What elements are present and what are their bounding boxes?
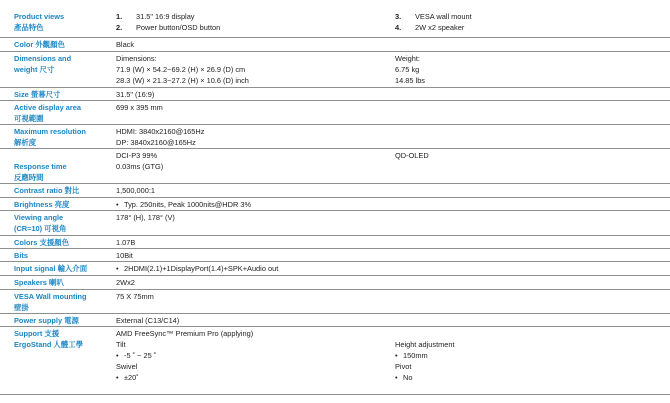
spec-value	[116, 199, 251, 210]
item-number: 2.	[116, 23, 123, 32]
value-line: 28.3 (W) × 21.3~27.2 (H) × 10.6 (D) inch	[116, 76, 249, 85]
spec-row-vesa	[0, 290, 670, 314]
spec-value: 2Wx2	[116, 278, 135, 287]
list-item	[395, 11, 472, 22]
label-line: Response time	[14, 162, 67, 171]
list-item	[395, 350, 455, 361]
spec-label	[14, 291, 87, 313]
list-item	[116, 350, 253, 361]
list-item	[116, 22, 220, 33]
value-line: 71.9 (W) × 54.2~69.2 (H) × 26.9 (D) cm	[116, 65, 246, 74]
value-text: 2HDMI(2.1)+1DisplayPort(1.4)+SPK+Audio out	[124, 264, 279, 273]
spec-row-ergostand	[0, 327, 670, 395]
value-text: ±20˚	[124, 373, 139, 382]
value-line: Weight:	[395, 54, 420, 63]
spec-label: Bits	[14, 251, 28, 260]
spec-row-colors	[0, 236, 670, 249]
spec-label	[14, 11, 64, 33]
value-text: 150mm	[403, 351, 428, 360]
value-line: 14.85 lbs	[395, 76, 425, 85]
value-line: QD-OLED	[395, 151, 429, 160]
spec-row-brightness	[0, 198, 670, 211]
spec-value: 75 X 75mm	[116, 292, 154, 301]
label-line: (CR=10) 可視角	[14, 224, 67, 233]
spec-row-viewing-angle	[0, 211, 670, 236]
label-line: Support 支援	[14, 329, 60, 338]
spec-value	[116, 53, 249, 86]
label-line: Viewing angle	[14, 213, 64, 222]
label-line: Dimensions and	[14, 54, 72, 63]
value-text: Typ. 250nits, Peak 1000nits@HDR 3%	[124, 200, 252, 209]
spec-value: 699 x 395 mm	[116, 103, 163, 112]
spec-value: Black	[116, 40, 135, 49]
item-number: 1.	[116, 12, 123, 21]
spec-value	[116, 126, 204, 148]
spec-label	[14, 126, 86, 148]
spec-label: Input signal 輸入介面	[14, 264, 88, 273]
spec-row-color	[0, 38, 670, 52]
value-line	[395, 328, 455, 339]
spec-label: Contrast ratio 對比	[14, 186, 80, 195]
spec-value: 1.07B	[116, 238, 136, 247]
spec-label	[14, 328, 83, 350]
label-line: Maximum resolution	[14, 127, 86, 136]
spec-label	[14, 102, 81, 124]
spec-value: 31.5" (16:9)	[116, 90, 155, 99]
label-line: Product views	[14, 12, 65, 21]
spec-value-secondary	[395, 150, 429, 161]
label-line: 反應時間	[14, 173, 44, 182]
spec-label: Speakers 喇叭	[14, 278, 64, 287]
spec-value-secondary	[395, 328, 455, 383]
list-item	[395, 22, 472, 33]
spec-label	[14, 212, 66, 234]
item-text: 31.5" 16:9 display	[136, 12, 195, 21]
value-line: Pivot	[395, 362, 412, 371]
item-text: 2W x2 speaker	[415, 23, 465, 32]
spec-value: External (C13/C14)	[116, 316, 180, 325]
value-line: 0.03ms (GTG)	[116, 162, 164, 171]
spec-value	[116, 328, 253, 383]
item-number: 3.	[395, 12, 402, 21]
spec-row-response-time	[0, 149, 670, 184]
spec-value: 178° (H), 178° (V)	[116, 213, 175, 222]
spec-value	[116, 150, 163, 172]
spec-label: Color 外觀顏色	[14, 40, 65, 49]
label-line: 解析度	[14, 138, 37, 147]
label-line: 可視範圍	[14, 114, 44, 123]
label-line: weight 尺寸	[14, 65, 55, 74]
value-line: HDMI: 3840x2160@165Hz	[116, 127, 205, 136]
value-line: Dimensions:	[116, 54, 157, 63]
label-line: VESA Wall mounting	[14, 292, 87, 301]
spec-value	[116, 11, 220, 33]
spec-label	[14, 150, 67, 183]
spec-row-power-supply	[0, 314, 670, 327]
item-number: 4.	[395, 23, 402, 32]
label-line	[14, 150, 67, 161]
spec-value	[116, 263, 278, 274]
value-line: Tilt	[116, 340, 126, 349]
spec-row-max-resolution	[0, 125, 670, 149]
spec-row-speakers	[0, 276, 670, 290]
label-line: Active display area	[14, 103, 81, 112]
spec-label: Power supply 電源	[14, 316, 79, 325]
item-text: Power button/OSD button	[136, 23, 221, 32]
list-item	[116, 372, 253, 383]
spec-row-product-views	[0, 10, 670, 38]
spec-row-dimensions	[0, 52, 670, 88]
label-line: ErgoStand 人體工學	[14, 340, 83, 349]
value-line: AMD FreeSync™ Premium Pro (applying)	[116, 329, 254, 338]
spec-label: Size 螢幕尺寸	[14, 90, 61, 99]
value-line: DCI-P3 99%	[116, 151, 158, 160]
spec-row-active-display-area	[0, 101, 670, 125]
value-line: Swivel	[116, 362, 138, 371]
spec-label: Colors 支援顏色	[14, 238, 70, 247]
label-line: 產品特色	[14, 23, 44, 32]
value-text: No	[403, 373, 413, 382]
value-line: Height adjustment	[395, 340, 455, 349]
value-text: -5 ˚ ~ 25 ˚	[124, 351, 157, 360]
spec-value-secondary	[395, 53, 425, 86]
spec-row-bits	[0, 249, 670, 262]
spec-value-secondary	[395, 11, 472, 33]
spec-row-input-signal	[0, 262, 670, 276]
list-item	[395, 372, 455, 383]
list-item	[116, 11, 220, 22]
spec-value: 10Bit	[116, 251, 133, 260]
spec-value: 1,500,000:1	[116, 186, 156, 195]
spec-label	[14, 53, 71, 75]
spec-label: Brightness 亮度	[14, 200, 70, 209]
label-line: 壁掛	[14, 303, 29, 312]
spec-row-size	[0, 88, 670, 101]
item-text: VESA wall mount	[415, 12, 472, 21]
value-line: DP: 3840x2160@165Hz	[116, 138, 196, 147]
value-line: 6.75 kg	[395, 65, 420, 74]
spec-row-contrast-ratio	[0, 184, 670, 198]
